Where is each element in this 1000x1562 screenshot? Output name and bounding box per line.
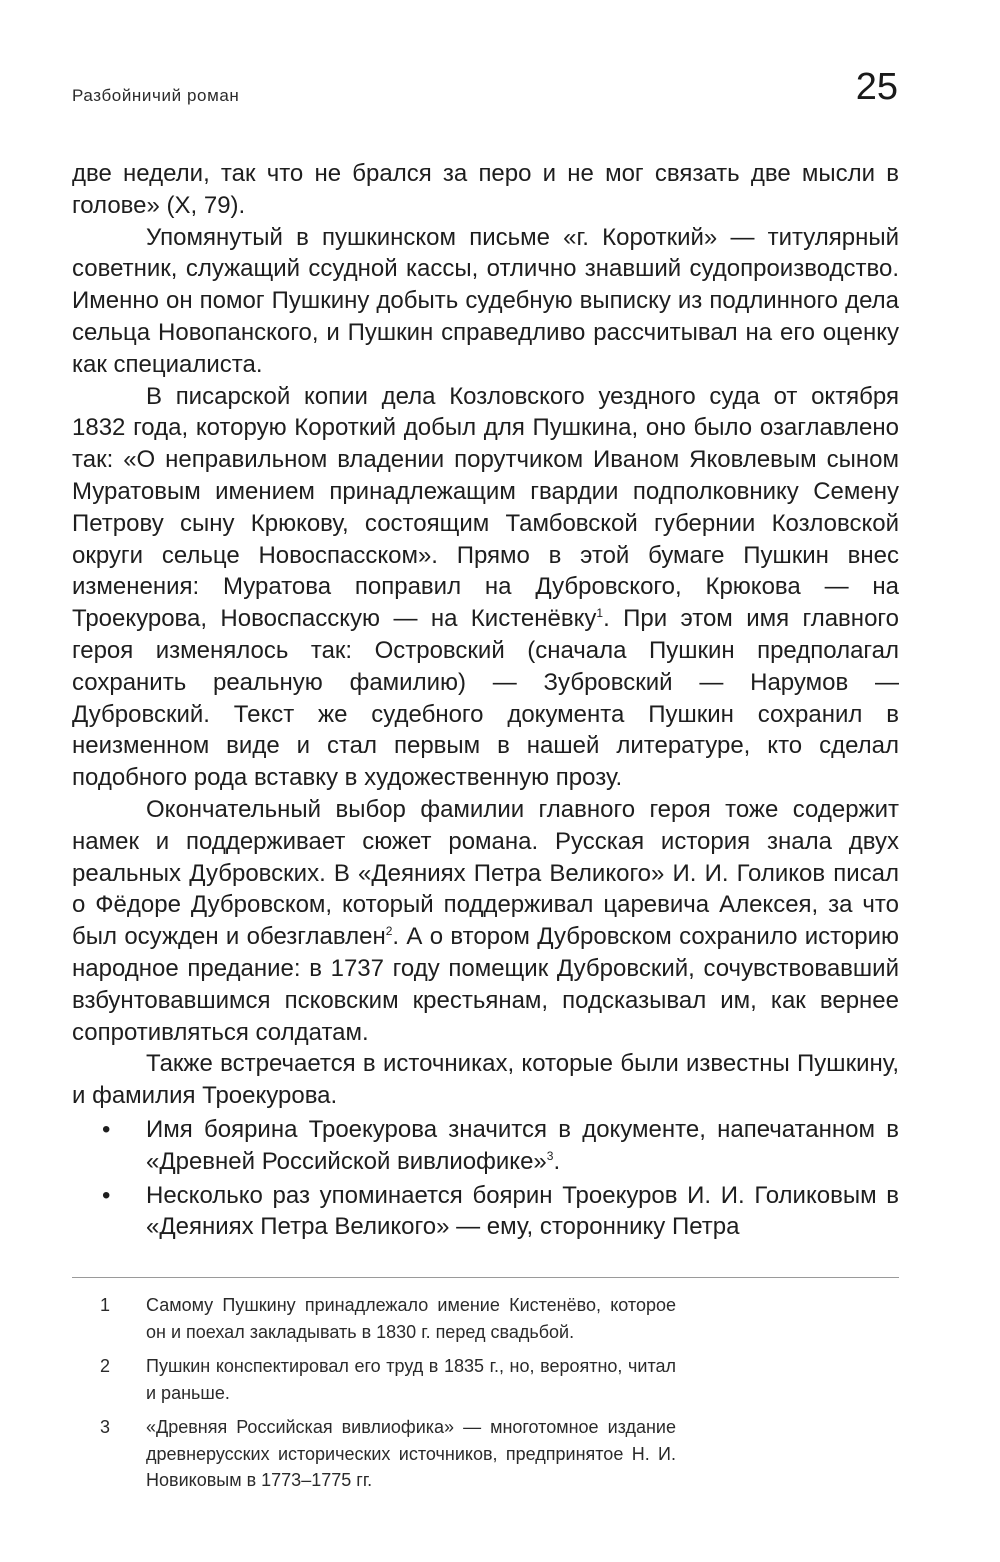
bullet-1-text-b: .: [553, 1147, 561, 1175]
footnote-1: [72, 1292, 676, 1345]
footnote-2: [72, 1353, 676, 1406]
paragraph-3-text-b: . При этом имя главного героя изменялось так: Островский (сначала Пушкин предполагал сохранить реальную фамилию) — Зубровский — Нарумов — Дубровский. Текст же судебного документа Пушкин сохранил в неизменном виде и стал первым в нашей литературе, кто сделал подобного рода вставку в художественную прозу.: [72, 605, 899, 792]
footnote-ref-3: 3: [546, 1148, 554, 1163]
paragraph-3-text-a: В писарской копии дела Козловского уездного суда от октября 1832 года, которую Короткий добыл для Пушкина, оно было озаглавлено так: «О неправильном владении порутчиком Иваном Яковлевым сыном Муратовым имением принадлежащим гвардии подполковнику Семену Петрову сыну Крюкову, состоящим Тамбовской губернии Козловской округи сельце Новоспасском». Прямо в этой бумаге Пушкин внес изменения: Муратова поправил на Дубровского, Крюкова — на Троекурова, Новоспасскую — на Кистенёвку: [72, 382, 899, 633]
page-number: 25: [855, 66, 898, 108]
footnote-ref-1: 1: [596, 606, 604, 621]
paragraph-1: две недели, так что не брался за перо и не мог связать две мысли в голове» (X, 79).: [72, 160, 899, 219]
bullet-2-text: Несколько раз упоминается боярин Троекуров И. И. Голиковым в «Деяниях Петра Великого» — ему, стороннику Петра: [146, 1181, 899, 1241]
list-item: [72, 1180, 899, 1244]
footnote-number: 2: [100, 1356, 111, 1376]
paragraph-4-text-a: Окончательный выбор фамилии главного героя тоже содержит намек и поддерживает сюжет романа. Русская история знала двух реальных Дубровских. В «Деяниях Петра Великого» И. И. Голиков писал о Фёдоре Дубровском, который поддерживал царевича Алексея, за что был осужден и обезглавлен: [72, 795, 899, 951]
footnote-number: 3: [100, 1417, 111, 1437]
list-item: [72, 1114, 899, 1178]
running-title: Разбойничий роман: [72, 86, 240, 105]
paragraph-5: Также встречается в источниках, которые были известны Пушкину, и фамилия Троекурова.: [72, 1050, 899, 1110]
footnotes: [72, 1292, 676, 1502]
footnote-text: Самому Пушкину принадлежало имение Кистенёво, которое он и поехал закладывать в 1830 г. перед свадьбой.: [146, 1295, 676, 1342]
footnote-ref-2: 2: [385, 924, 393, 939]
bullet-icon: •: [102, 1181, 111, 1209]
paragraph-3: [72, 381, 899, 794]
footnote-text: Пушкин конспектировал его труд в 1835 г., но, вероятно, читал и раньше.: [146, 1356, 676, 1403]
bullet-1-text-a: Имя боярина Троекурова значится в документе, напечатанном в «Древней Российской вивлиофике»: [146, 1115, 899, 1175]
footnote-divider: [72, 1277, 899, 1278]
paragraph-2: Упомянутый в пушкинском письме «г. Короткий» — титулярный советник, служащий ссудной кассы, отлично знавший судопроизводство. Именно он помог Пушкину добыть судебную выписку из подлинного дела сельца Новопанского, и Пушкин справедливо рассчитывал на его оценку как специалиста.: [72, 223, 899, 378]
bullet-list: [72, 1114, 899, 1243]
main-text: [72, 158, 899, 1243]
footnote-3: [72, 1414, 676, 1494]
paragraph-4: [72, 794, 899, 1048]
footnote-text: «Древняя Российская вивлиофика» — многотомное издание древнерусских исторических источников, предпринятое Н. И. Новиковым в 1773–1775 гг.: [146, 1417, 676, 1490]
bullet-icon: •: [102, 1115, 111, 1143]
paragraph-4-text-b: . А о втором Дубровском сохранило историю народное предание: в 1737 году помещик Дубровский, сочувствовавший взбунтовавшимся псковским крестьянам, подсказывал им, как вернее сопротивляться солдатам.: [72, 923, 900, 1046]
footnote-number: 1: [100, 1295, 111, 1315]
